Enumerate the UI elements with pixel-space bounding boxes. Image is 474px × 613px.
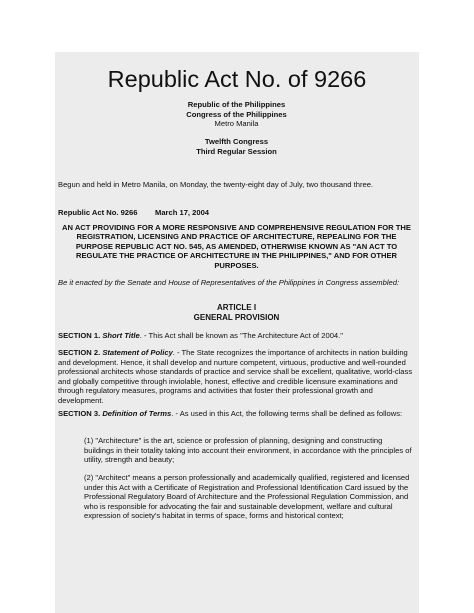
section-1-label: SECTION 1. [58, 331, 101, 340]
section-3-label: SECTION 3. [58, 409, 101, 418]
section-3 [58, 409, 415, 419]
section-1-text: . - This Act shall be known as "The Architecture Act of 2004." [139, 331, 343, 340]
session-header [58, 137, 415, 156]
header-line-1: Republic of the Philippines [187, 100, 286, 109]
definition-item: (1) "Architecture" is the art, science or profession of planning, designing and constructing buildings in their totality taking into account their environment, in accordance with the principles of utility, strength and beauty; [84, 436, 412, 464]
header-line-3: Metro Manila [214, 119, 259, 128]
section-3-heading: Definition of Terms [102, 409, 172, 418]
header-line-2: Congress of the Philippines [186, 109, 287, 119]
document-title: Republic Act No. of 9266 [107, 66, 367, 92]
section-2-text: . - The State recognizes the importance of architects in nation building and development. Hence, it shall develop and nurture competent, virtuous, productive and well-rounded professional architects whose standards of practice and service shall be excellent, qualitative, world-class and globally competitive through inviolable, honest, effective and credible licensure examinations and through regulatory measures, programs and activities that foster their professional growth and development. [58, 348, 413, 405]
section-3-text: . - As used in this Act, the following terms shall be defined as follows: [171, 409, 403, 418]
section-1 [58, 331, 415, 341]
article-name: GENERAL PROVISION [193, 313, 280, 322]
section-1-heading: Short Title [102, 331, 140, 340]
act-title: AN ACT PROVIDING FOR A MORE RESPONSIVE AND COMPREHENSIVE REGULATION FOR THE REGISTRATION, LICENSING AND PRACTICE OF ARCHITECTURE, REPEALING FOR THE PURPOSE REPUBLIC ACT NO. 545, AS AMENDED, OTHERWISE KNOWN AS "AN ACT TO REGULATE THE PRACTICE OF ARCHITECTURE IN THE PHILIPPINES," AND FOR OTHER PURPOSES. [62, 223, 411, 270]
ra-number: Republic Act No. 9266 [58, 208, 138, 217]
section-2-label: SECTION 2. [58, 348, 101, 357]
begun-paragraph: Begun and held in Metro Manila, on Monday, the twenty-eight day of July, two thousand three. [58, 180, 374, 189]
definition-item: (2) "Architect" means a person professionally and academically qualified, registered and licensed under this Act with a Certificate of Registration and Professional Identification Card issued by the Professional Regulatory Board of Architecture and the Professional Regulation Commission, and who is responsible for advocating the fair and sustainable development, welfare and cultural expression of society's habitat in terms of space, forms and historical context; [84, 473, 410, 520]
section-2-heading: Statement of Policy [102, 348, 173, 357]
ra-date: March 17, 2004 [155, 208, 210, 217]
session-line-2: Third Regular Session [196, 146, 277, 156]
ra-number-line [58, 208, 415, 218]
document-page [55, 52, 419, 613]
issuer-header [58, 100, 415, 129]
session-line-1: Twelfth Congress [204, 137, 269, 146]
article-number: ARTICLE I [216, 303, 257, 312]
enacting-clause: Be it enacted by the Senate and House of Representatives of the Philippines in Congress assembled: [58, 278, 400, 287]
article-heading [58, 303, 415, 323]
section-2 [58, 348, 415, 405]
